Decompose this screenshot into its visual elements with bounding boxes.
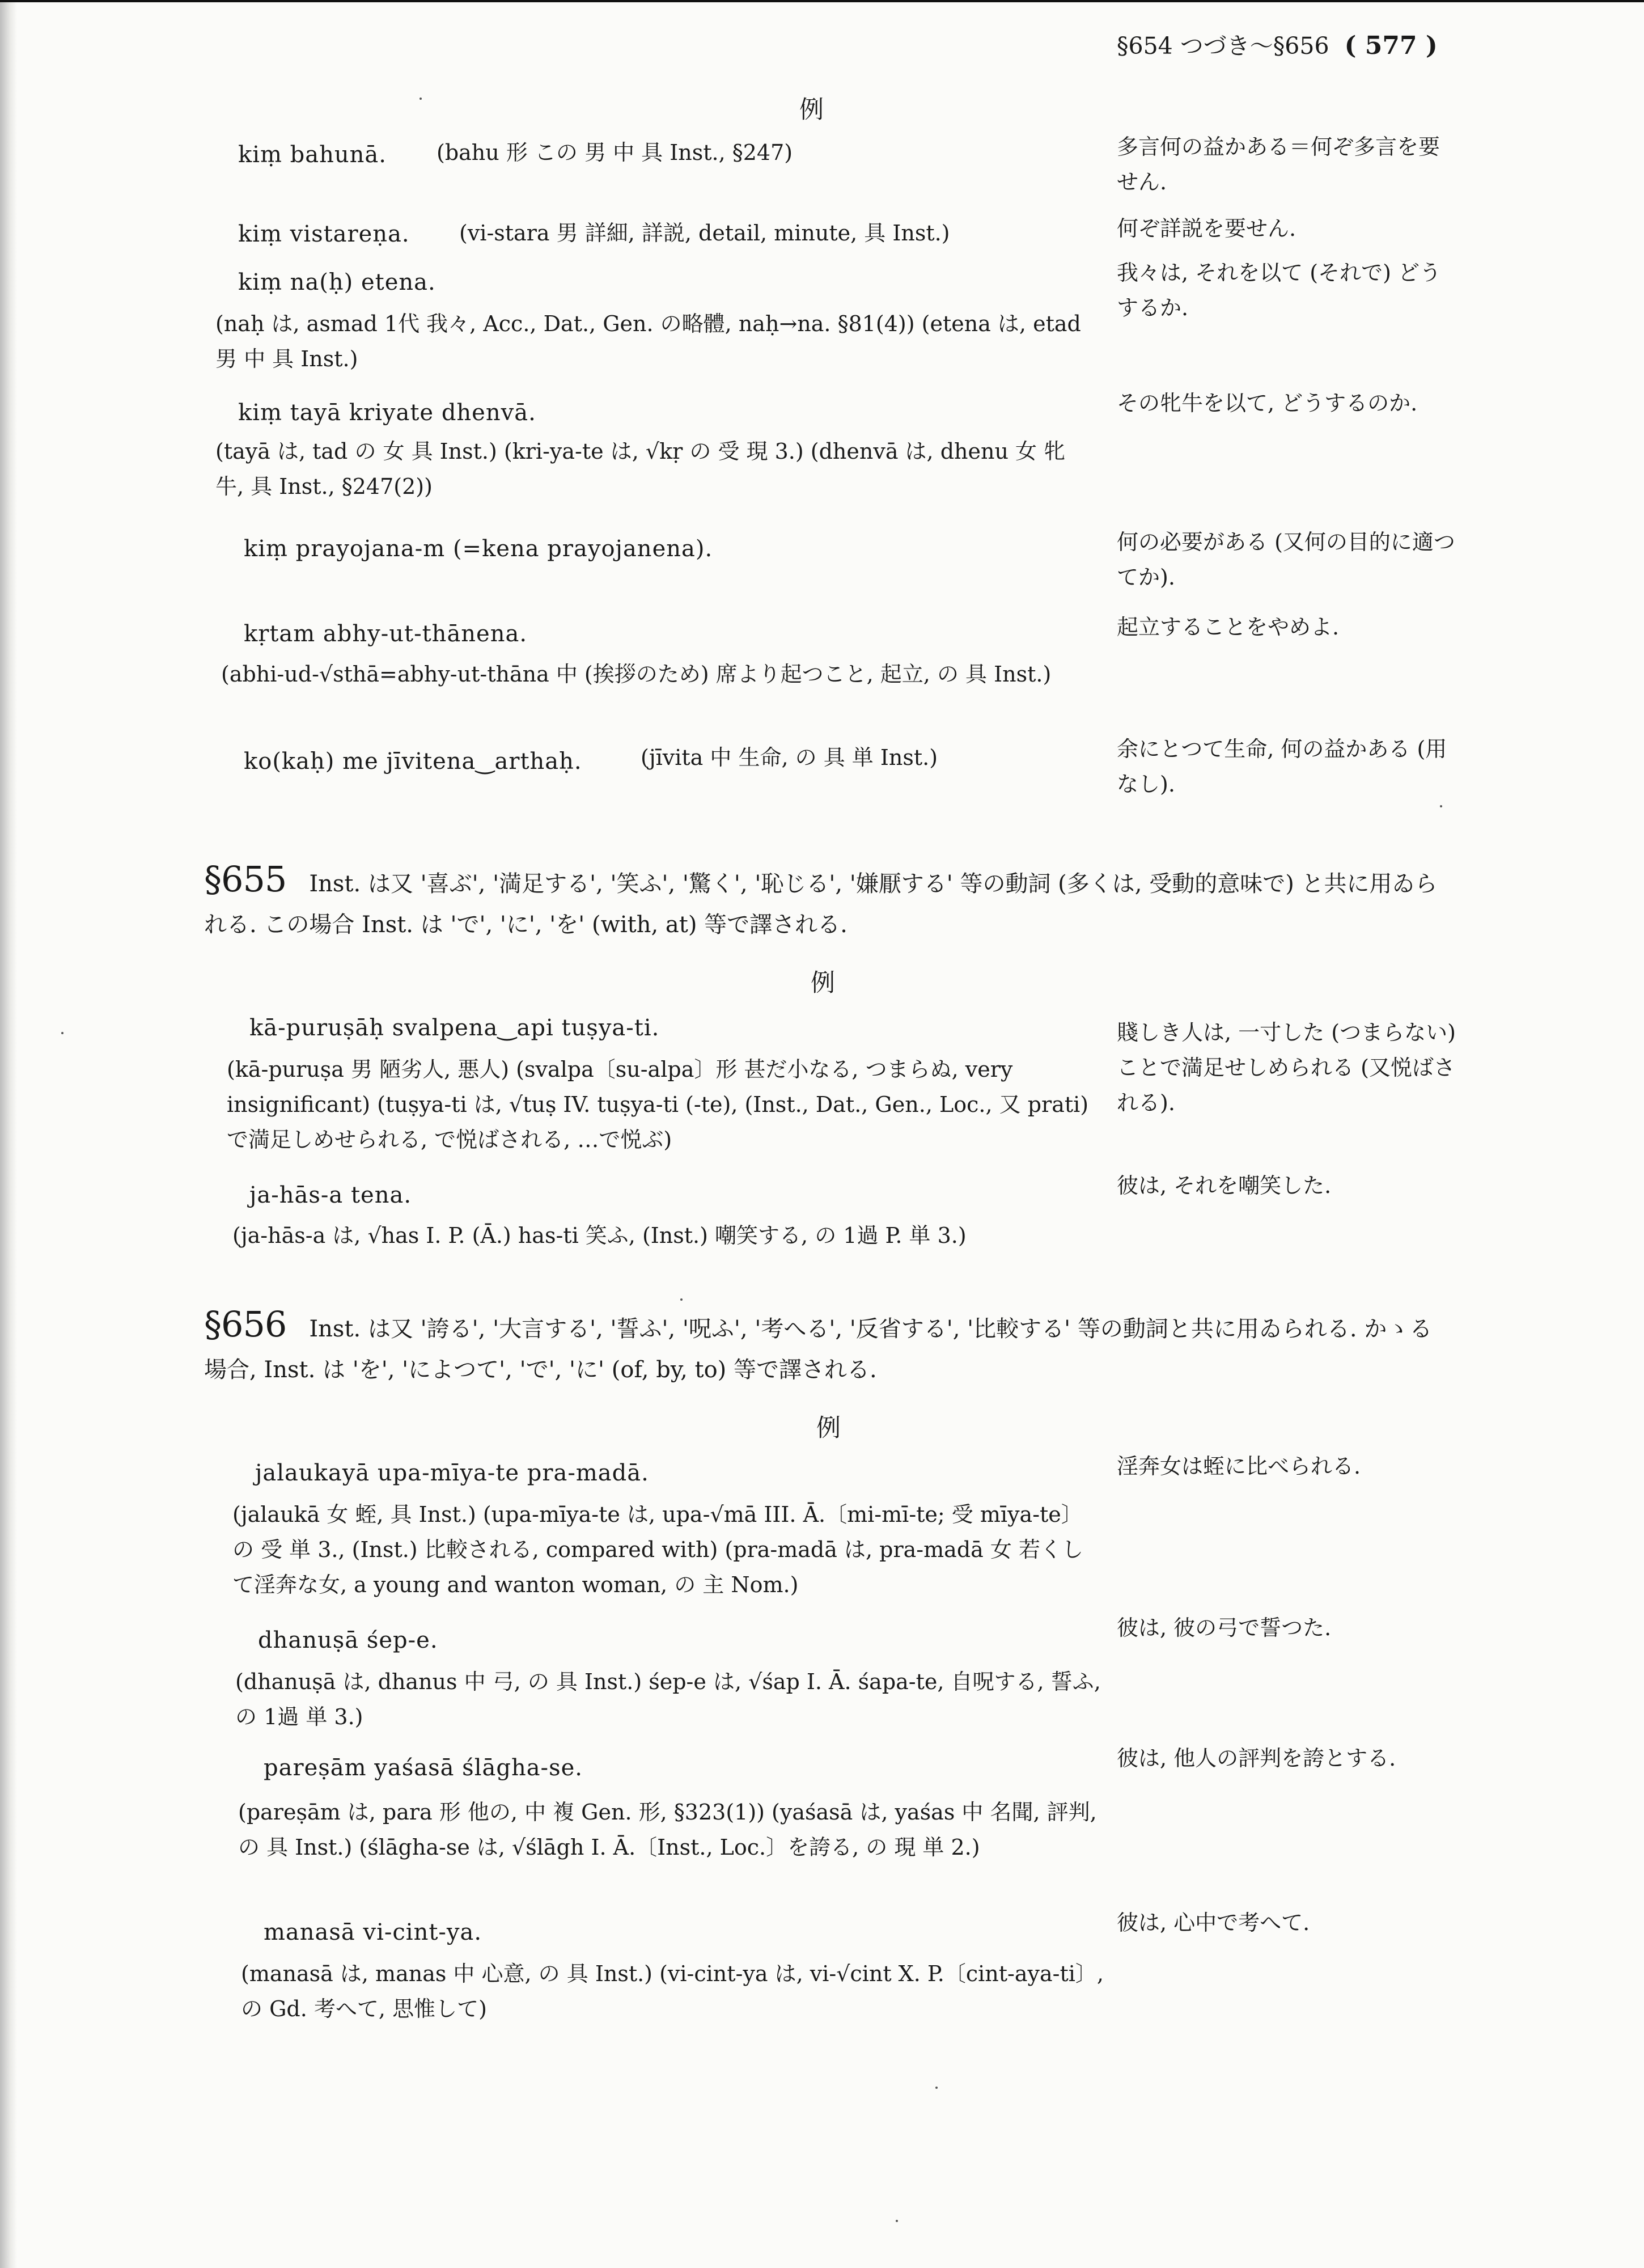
sanskrit-phrase: kā-puruṣāḥ svalpena‿api tuṣya-ti. xyxy=(249,1015,660,1041)
sanskrit-phrase: ja-hās-a tena. xyxy=(249,1182,412,1208)
sanskrit-phrase: ko(kaḥ) me jīvitena‿arthaḥ. xyxy=(244,748,582,775)
translation: 彼は, 彼の弓で誓つた. xyxy=(1117,1615,1332,1640)
examples-label: 例 xyxy=(816,1414,841,1442)
translation: 起立することをやめよ. xyxy=(1117,615,1340,640)
gloss: (abhi-ud-√sthā=abhy-ut-thāna 中 (挨拶のため) 席より起つこと, 起立, の 具 Inst.) xyxy=(221,662,1052,687)
translation: 彼は, 心中で考へて. xyxy=(1117,1910,1310,1935)
gloss: (jīvita 中 生命, の 具 単 Inst.) xyxy=(641,745,938,770)
translation: 余にとつて生命, 何の益かある (用なし). xyxy=(1117,737,1447,797)
top-rule xyxy=(0,0,1644,2)
section-text: Inst. は又 '誇る', '大言する', '誓ふ', '呪ふ', '考へる', '反省する', '比較する' 等の動詞と共に用ゐられる. かゝる場合, Inst. は 'を', 'によつて', 'で', 'に' (of, by, to) 等で譯される. xyxy=(204,1316,1433,1383)
gloss: (naḥ は, asmad 1代 我々, Acc., Dat., Gen. の略體, naḥ→na. §81(4)) (etena は, etad 男 中 具 Inst.) xyxy=(215,311,1081,371)
translation: その牝牛を以て, どうするのか. xyxy=(1117,391,1418,416)
translation: 賤しき人は, 一寸した (つまらない) ことで満足せしめられる (又悦ばされる). xyxy=(1117,1020,1456,1115)
scan-speck xyxy=(935,2087,938,2089)
scan-speck xyxy=(680,1298,683,1301)
scan-speck xyxy=(896,2220,898,2222)
section-number: §655 xyxy=(204,858,287,900)
examples-label: 例 xyxy=(811,969,835,997)
translation: 多言何の益かある＝何ぞ多言を要せん. xyxy=(1117,134,1440,194)
scan-speck xyxy=(420,98,422,100)
gloss: (dhanuṣā は, dhanus 中 弓, の 具 Inst.) śep-e は, √śap I. Ā. śapa-te, 自呪する, 誓ふ, の 1過 単 3.) xyxy=(235,1669,1101,1729)
gloss: (pareṣām は, para 形 他の, 中 複 Gen. 形, §323(1)) (yaśasā は, yaśas 中 名聞, 評判, の 具 Inst.) (ślāgha-se は, √ślāgh I. Ā.〔Inst., Loc.〕を誇る, の 現 単 2.) xyxy=(238,1800,1097,1860)
translation: 何の必要がある (又何の目的に適つてか). xyxy=(1117,530,1455,590)
section-number: §656 xyxy=(204,1304,287,1345)
gloss: (vi-stara 男 詳細, 詳説, detail, minute, 具 Inst.) xyxy=(459,221,950,246)
sanskrit-phrase: kiṃ vistareṇa. xyxy=(238,221,410,247)
gloss: (kā-puruṣa 男 陋劣人, 悪人) (svalpa〔su-alpa〕形 甚だ小なる, つまらぬ, very insignificant) (tuṣya-ti は, √tuṣ IV. tuṣya-ti (-te), (Inst., Dat., Gen., Loc., 又 prati) で満足しめせられる, で悦ばされる, …で悦ぶ) xyxy=(227,1057,1089,1152)
gloss: (bahu 形 この 男 中 具 Inst., §247) xyxy=(437,140,793,165)
translation: 我々は, それを以て (それで) どうするか. xyxy=(1117,260,1441,320)
sanskrit-phrase: jalaukayā upa-mīya-te pra-madā. xyxy=(255,1460,649,1486)
scan-speck xyxy=(61,1032,63,1034)
sanskrit-phrase: dhanuṣā śep-e. xyxy=(258,1627,438,1653)
translation: 何ぞ詳説を要せん. xyxy=(1117,216,1296,241)
translation: 彼は, それを嘲笑した. xyxy=(1117,1173,1332,1198)
gloss: (manasā は, manas 中 心意, の 具 Inst.) (vi-cint-ya は, vi-√cint X. P.〔cint-aya-ti〕, の Gd. 考へて, 思惟して) xyxy=(241,1961,1104,2021)
gloss: (jalaukā 女 蛭, 具 Inst.) (upa-mīya-te は, upa-√mā III. Ā.〔mi-mī-te; 受 mīya-te〕の 受 単 3., (Inst.) 比較される, compared with) (pra-madā は, pra-madā 女 若くして淫奔な女, a young and wanton woman, の 主 Nom.) xyxy=(232,1502,1083,1597)
sanskrit-phrase: kiṃ prayojana-m (=kena prayojanena). xyxy=(244,536,713,562)
section-656 xyxy=(204,1304,1446,1390)
sanskrit-phrase: manasā vi-cint-ya. xyxy=(264,1919,482,1945)
section-range: §654 つづき〜§656 xyxy=(1117,32,1329,60)
sanskrit-phrase: kṛtam abhy-ut-thānena. xyxy=(244,621,528,647)
gloss: (ja-hās-a は, √has I. P. (Ā.) has-ti 笑ふ, (Inst.) 嘲笑する, の 1過 P. 単 3.) xyxy=(232,1223,967,1248)
page-header xyxy=(1117,27,1438,61)
translation: 淫奔女は蛭に比べられる. xyxy=(1117,1454,1361,1479)
sanskrit-phrase: pareṣām yaśasā ślāgha-se. xyxy=(264,1755,583,1781)
page-number: ( 577 ) xyxy=(1344,31,1438,60)
translation: 彼は, 他人の評判を誇とする. xyxy=(1117,1746,1396,1771)
sanskrit-phrase: kiṃ na(ḥ) etena. xyxy=(238,269,436,295)
gloss: (tayā は, tad の 女 具 Inst.) (kri-ya-te は, √kṛ の 受 現 3.) (dhenvā は, dhenu 女 牝牛, 具 Inst., §247(2)) xyxy=(215,439,1066,499)
sanskrit-phrase: kiṃ bahunā. xyxy=(238,142,387,168)
scan-edge xyxy=(0,0,17,2268)
examples-label: 例 xyxy=(799,96,824,124)
section-text: Inst. は又 '喜ぶ', '満足する', '笑ふ', '驚く', '恥じる', '嫌厭する' 等の動詞 (多くは, 受動的意味で) と共に用ゐられる. この場合 Inst. は 'で', 'に', 'を' (with, at) 等で譯される. xyxy=(204,871,1438,938)
sanskrit-phrase: kiṃ tayā kriyate dhenvā. xyxy=(238,400,536,426)
section-655 xyxy=(204,859,1446,945)
scan-speck xyxy=(1440,805,1442,807)
